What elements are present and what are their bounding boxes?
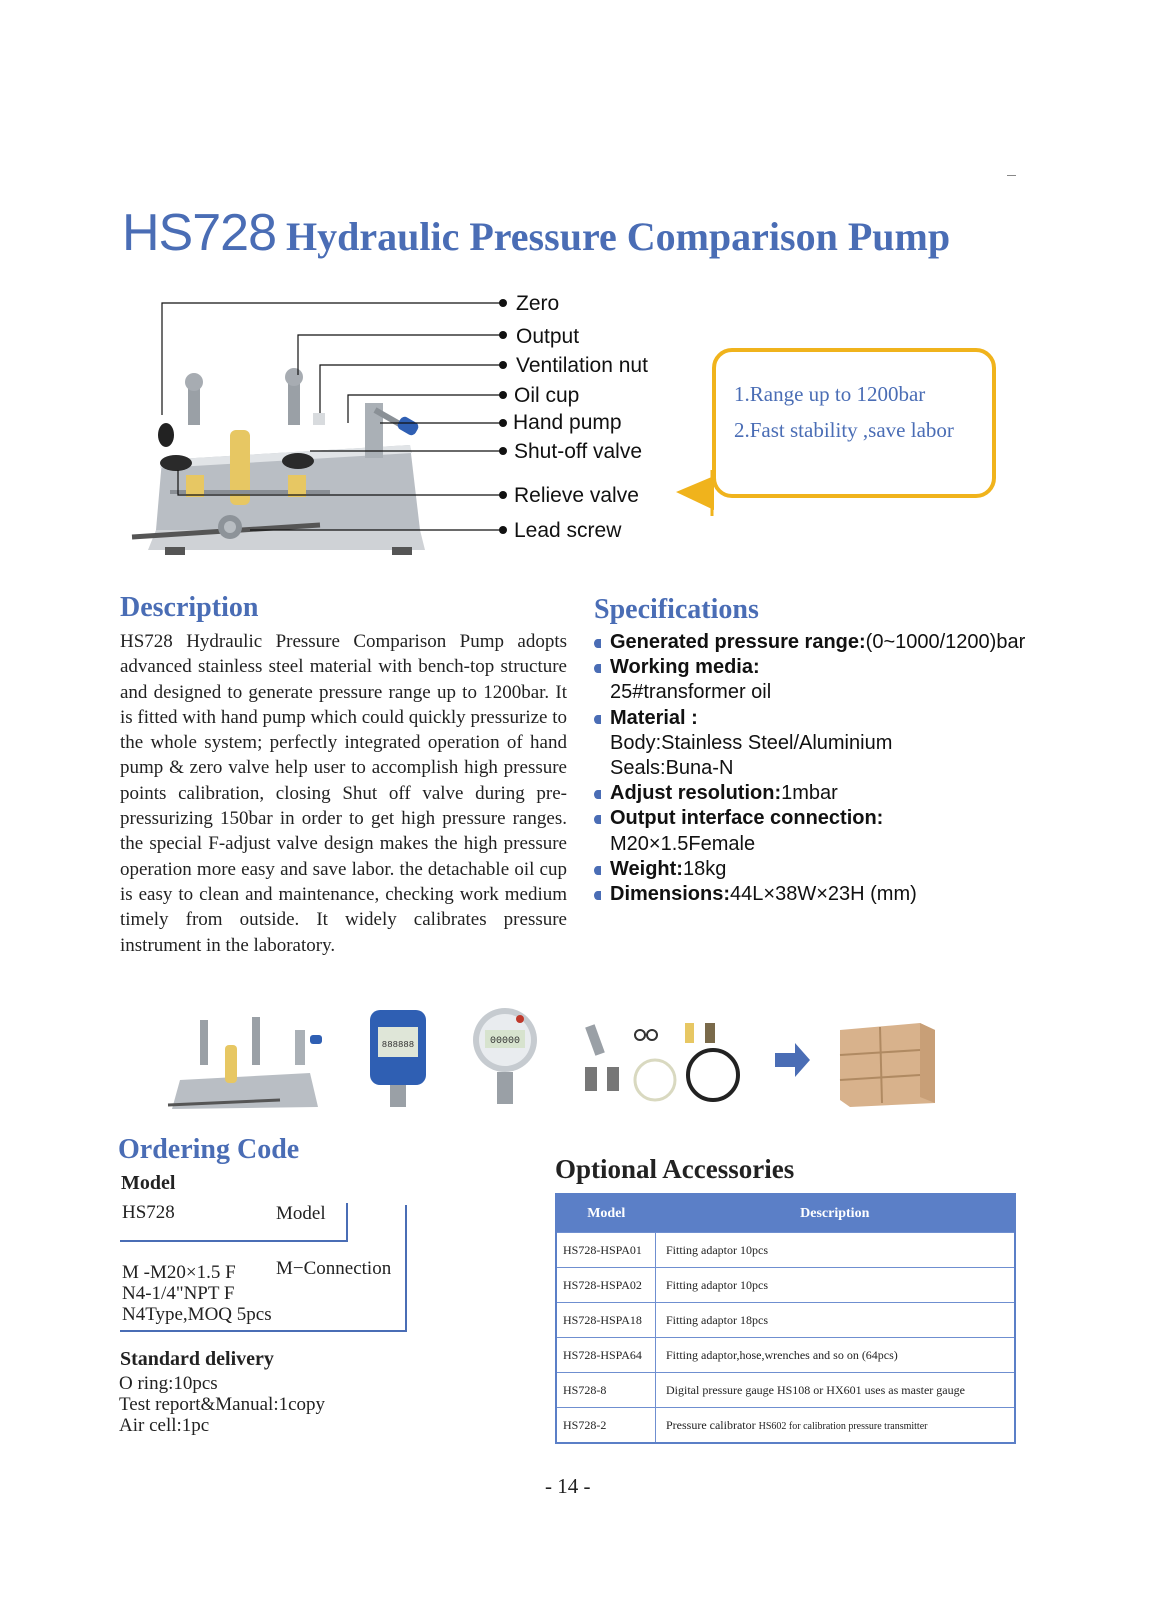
leader-dots: [499, 299, 507, 534]
cell-description: [656, 1408, 1016, 1444]
table-row: [556, 1233, 1015, 1268]
title-name: Hydraulic Pressure Comparison Pump: [286, 214, 951, 259]
feature-2: 2.Fast stability ,save labor: [734, 418, 954, 442]
thumb-arrow-icon: [775, 1043, 810, 1077]
thumb-round-gauge-readout: 00000: [489, 1036, 521, 1047]
spec-item: Adjust resolution:1mbar: [594, 781, 1134, 806]
specifications-heading: Specifications: [594, 594, 759, 625]
page-number: - 14 -: [545, 1474, 591, 1498]
standard-delivery-item: Test report&Manual:1copy: [119, 1394, 326, 1415]
thumb-accessories: [585, 1023, 738, 1100]
table-header-row: [556, 1194, 1015, 1233]
pump-base-illustration: [132, 368, 425, 555]
callout-shut-off-valve: Shut-off valve: [514, 440, 643, 463]
callout-oil-cup: Oil cup: [514, 384, 580, 407]
thumb-crate: [840, 1023, 935, 1107]
callout-zero: Zero: [516, 292, 560, 315]
ordering-connection-label: M−Connection: [276, 1258, 392, 1279]
ordering-model-value: HS728: [122, 1202, 175, 1223]
thumb-round-gauge: [473, 1008, 537, 1104]
ordering-connection-bracket: [120, 1205, 407, 1332]
column-header-description: Description: [656, 1194, 1016, 1233]
accessories-table: [555, 1193, 1016, 1444]
spec-item: Dimensions:44L×38W×23H (mm): [594, 882, 1134, 907]
table-row: [556, 1373, 1015, 1408]
cell-description: Fitting adaptor 18pcs: [656, 1303, 1016, 1338]
spec-item: Material : Body:Stainless Steel/Aluminium Seals:Buna-N: [594, 706, 1134, 782]
standard-delivery-item: O ring:10pcs: [119, 1373, 218, 1394]
header-dash: [1007, 175, 1016, 176]
standard-delivery-item: Air cell:1pc: [119, 1415, 210, 1436]
description-heading: Description: [120, 592, 259, 623]
cell-model: HS728-8: [556, 1373, 656, 1408]
table-row: [556, 1338, 1015, 1373]
feature-box: [712, 348, 996, 498]
ordering-connection-option: M -M20×1.5 F: [122, 1262, 236, 1283]
ordering-model-heading: Model: [121, 1172, 176, 1194]
page-title: [122, 203, 950, 263]
product-diagram: [120, 285, 520, 565]
spec-list: [594, 630, 1134, 907]
thumb-digital-gauge-readout: 888888: [381, 1040, 415, 1050]
callout-hand-pump: Hand pump: [513, 411, 622, 434]
title-model: HS728: [122, 204, 276, 262]
description-text: HS728 Hydraulic Pressure Comparison Pump adopts advanced stainless steel material with bench-top structure and designed to generate pressure range up to 1200bar. It is fitted with hand pump which could quickly pressurize to the whole system; perfectly integrated operation of hand pump & zero valve help user to accomplish high pressure points calibration, closing Shut off valve during pre-pressurizing 150bar in order to get high pressure ranges. the special F-adjust valve design makes the high pressure operation more easy and save labor. the detachable oil cup is easy to clean and maintenance, checking work medium timely from outside. It widely calibrates pressure instrument in the laboratory.: [120, 631, 567, 956]
table-row: [556, 1408, 1015, 1444]
callout-ventilation-nut: Ventilation nut: [516, 354, 648, 377]
callout-lead-screw: Lead screw: [514, 519, 622, 542]
cell-description-main: Pressure calibrator: [666, 1417, 756, 1432]
spec-item: Output interface connection: M20×1.5Female: [594, 806, 1134, 856]
accessories-heading: Optional Accessories: [555, 1154, 795, 1184]
cell-description-small: HS602 for calibration pressure transmitter: [758, 1420, 928, 1432]
thumb-digital-gauge: [370, 1010, 426, 1107]
cell-description: Digital pressure gauge HS108 or HX601 uses as master gauge: [656, 1373, 1016, 1408]
ordering-model-label: Model: [276, 1203, 326, 1224]
cell-model: HS728-HSPA18: [556, 1303, 656, 1338]
cell-description: Fitting adaptor 10pcs: [656, 1268, 1016, 1303]
spec-item: Weight:18kg: [594, 857, 1134, 882]
ordering-connection-option: N4-1/4"NPT F: [122, 1283, 235, 1304]
cell-description: Fitting adaptor,hose,wrenches and so on (64pcs): [656, 1338, 1016, 1373]
ordering-connection-option: N4Type,MOQ 5pcs: [122, 1304, 272, 1325]
spec-item: Generated pressure range:(0~1000/1200)bar: [594, 630, 1134, 655]
cell-description: Fitting adaptor 10pcs: [656, 1233, 1016, 1268]
cell-model: HS728-HSPA64: [556, 1338, 656, 1373]
table-row: [556, 1303, 1015, 1338]
standard-delivery-heading: Standard delivery: [120, 1348, 274, 1370]
cell-model: HS728-2: [556, 1408, 656, 1444]
callout-output: Output: [516, 325, 580, 348]
callout-relieve-valve: Relieve valve: [514, 484, 639, 507]
ordering-code-heading: Ordering Code: [118, 1134, 300, 1165]
feature-1: 1.Range up to 1200bar: [734, 382, 926, 406]
thumb-pump: [168, 1017, 322, 1109]
cell-model: HS728-HSPA02: [556, 1268, 656, 1303]
cell-model: HS728-HSPA01: [556, 1233, 656, 1268]
table-row: [556, 1268, 1015, 1303]
spec-item: Working media: 25#transformer oil: [594, 655, 1134, 705]
product-thumbnails: [160, 1005, 960, 1120]
column-header-model: Model: [556, 1194, 656, 1233]
